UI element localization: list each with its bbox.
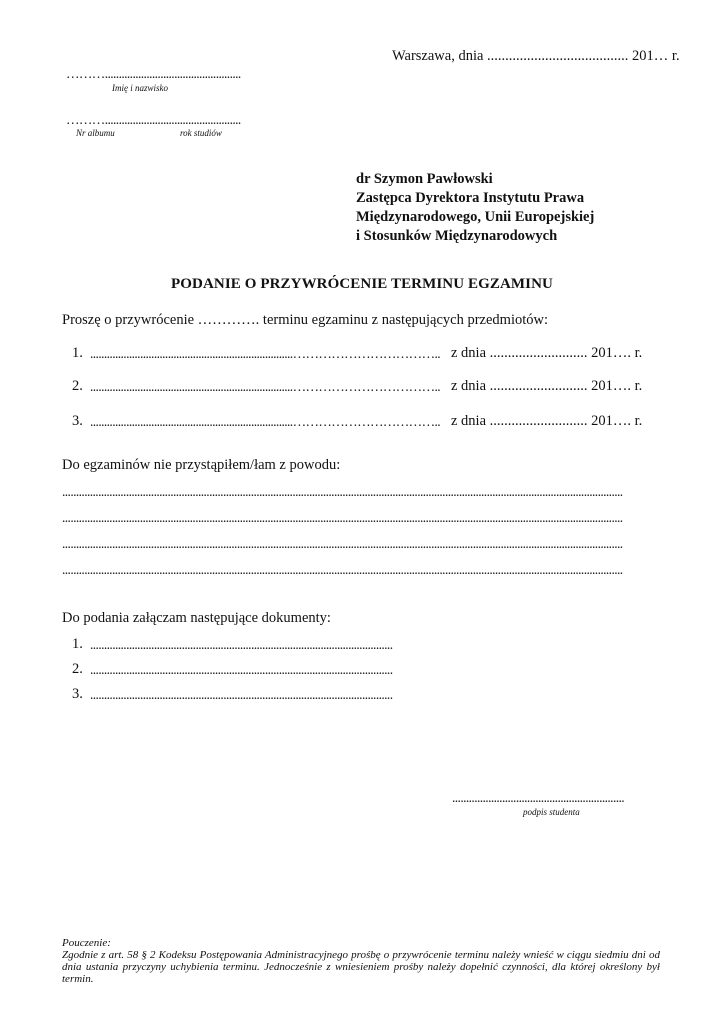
- subject-number: 2.: [72, 378, 83, 394]
- name-fill-line[interactable]: ……….................................................: [66, 66, 241, 81]
- subject-fill-line[interactable]: .........................................................................……………………………..: [90, 346, 441, 361]
- signature-caption: podpis studenta: [523, 807, 580, 817]
- addressee-line: i Stosunków Międzynarodowych: [356, 228, 558, 244]
- subject-date[interactable]: z dnia ........................... 201…. r.: [451, 378, 643, 394]
- subject-fill-line[interactable]: .........................................................................……………………………..: [90, 379, 441, 394]
- attachment-fill-line[interactable]: .............................................................................................................: [90, 687, 393, 702]
- subject-fill-line[interactable]: .........................................................................……………………………..: [90, 414, 441, 429]
- notice-text: Zgodnie z art. 58 § 2 Kodeksu Postępowania Administracyjnego prośbę o przywrócenie terminu należy wnieść w ciągu siedmiu dni od dnia ustania przyczyny uchybienia terminu. Jednocześnie z wniesieniem prośby należy dopełnić czynności, dla której określony był termin.: [62, 949, 660, 985]
- reason-fill-line[interactable]: ..........................................................................................................................................................................................................: [62, 562, 623, 577]
- subject-number: 3.: [72, 413, 83, 429]
- reason-fill-line[interactable]: ..........................................................................................................................................................................................................: [62, 484, 623, 499]
- document-title: PODANIE O PRZYWRÓCENIE TERMINU EGZAMINU: [171, 276, 553, 292]
- request-intro: Proszę o przywrócenie …………. terminu egzaminu z następujących przedmiotów:: [62, 312, 548, 328]
- attachment-number: 3.: [72, 686, 83, 702]
- reason-fill-line[interactable]: ..........................................................................................................................................................................................................: [62, 510, 623, 525]
- subject-date[interactable]: z dnia ........................... 201…. r.: [451, 345, 643, 361]
- name-caption: Imię i nazwisko: [112, 83, 168, 93]
- addressee-line: Zastępca Dyrektora Instytutu Prawa: [356, 190, 585, 206]
- attachment-number: 2.: [72, 661, 83, 677]
- album-fill-line[interactable]: ……….................................................: [66, 112, 241, 127]
- subject-date[interactable]: z dnia ........................... 201…. r.: [451, 413, 643, 429]
- addressee-line: Międzynarodowego, Unii Europejskiej: [356, 209, 595, 225]
- reason-intro: Do egzaminów nie przystąpiłem/łam z powodu:: [62, 457, 341, 473]
- attachment-fill-line[interactable]: .............................................................................................................: [90, 662, 393, 677]
- subject-number: 1.: [72, 345, 83, 361]
- notice-heading: Pouczenie:: [62, 937, 111, 949]
- attachments-intro: Do podania załączam następujące dokumenty:: [62, 610, 331, 626]
- album-caption: Nr albumu: [76, 128, 115, 138]
- place-date-line: Warszawa, dnia ....................................... 201… r.: [392, 48, 680, 64]
- addressee-line: dr Szymon Pawłowski: [356, 171, 493, 187]
- attachment-fill-line[interactable]: .............................................................................................................: [90, 637, 393, 652]
- signature-fill-line[interactable]: ..............................................................: [452, 790, 625, 805]
- reason-fill-line[interactable]: ..........................................................................................................................................................................................................: [62, 536, 623, 551]
- year-caption: rok studiów: [180, 128, 222, 138]
- attachment-number: 1.: [72, 636, 83, 652]
